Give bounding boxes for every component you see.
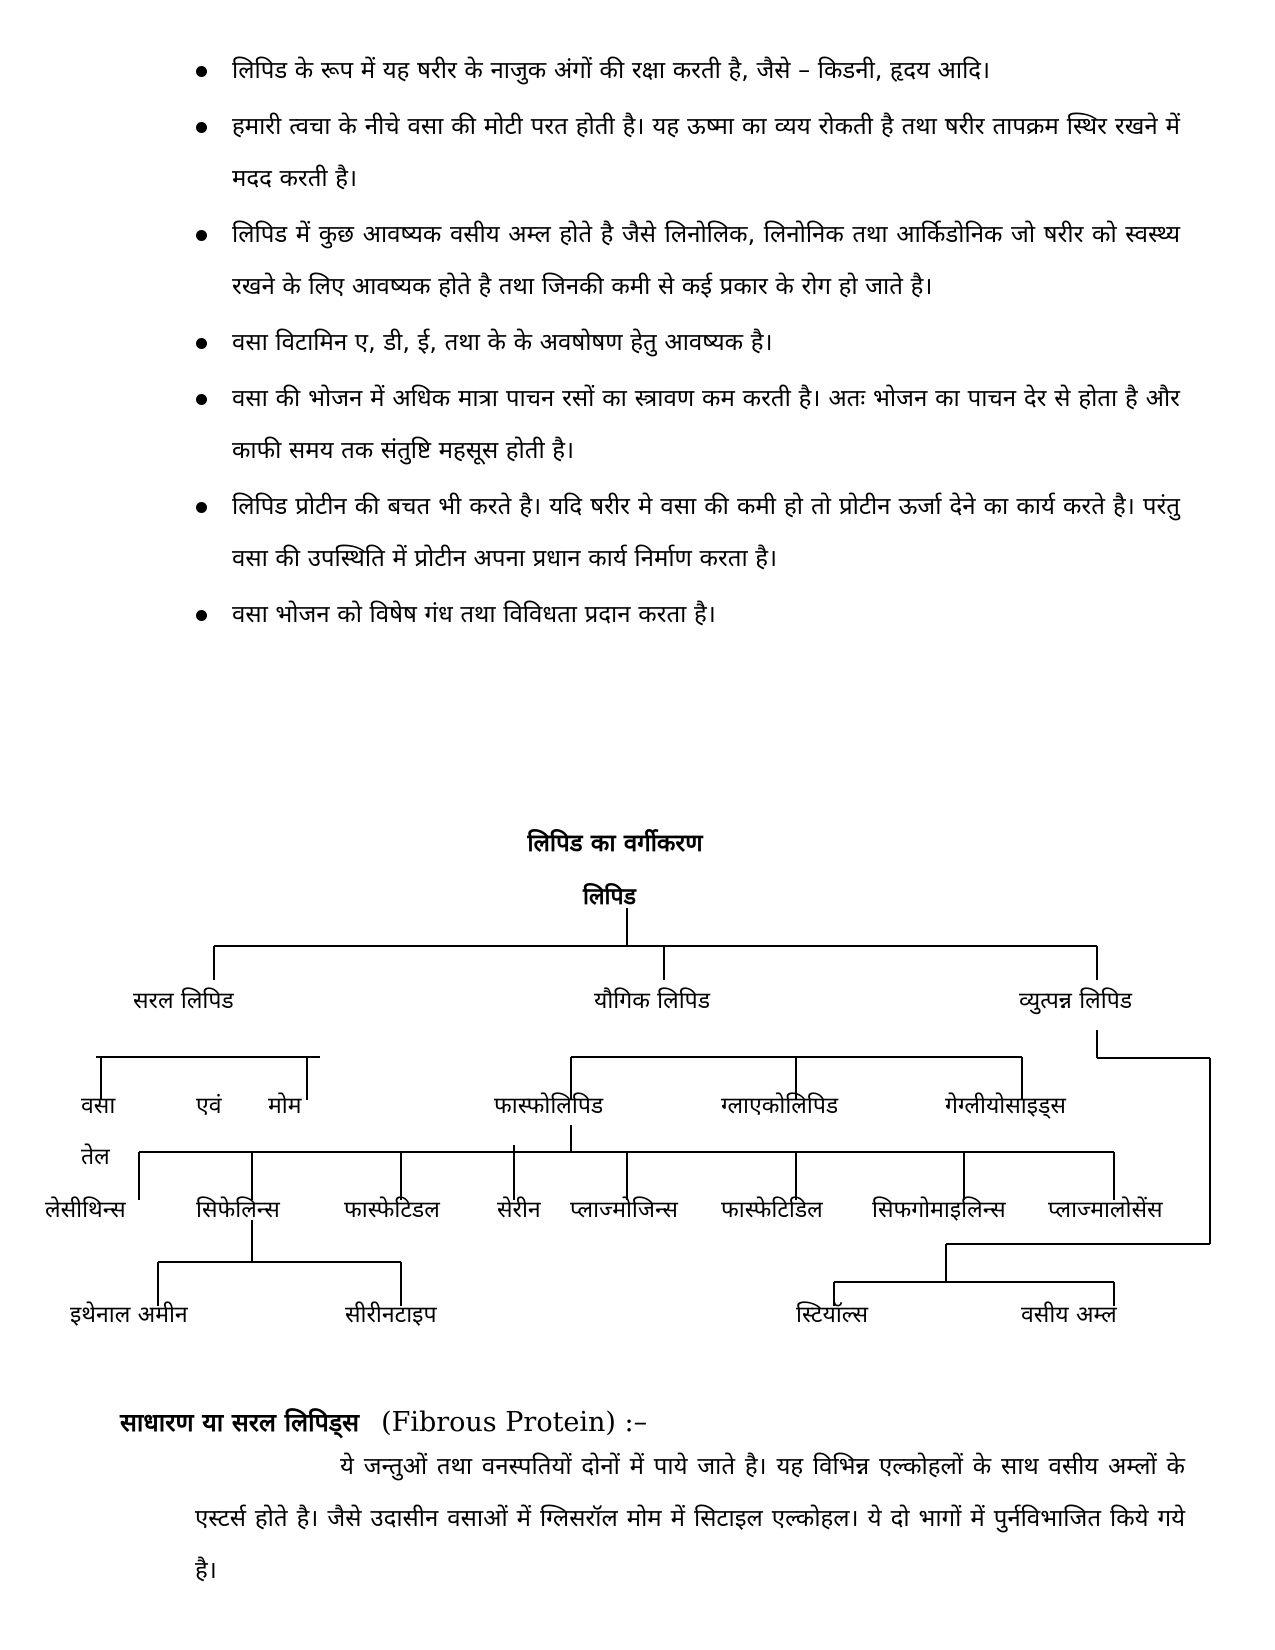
node-glycolipid: ग्लाएकोलिपिड	[721, 1093, 839, 1119]
bullet-text: वसा भोजन को विषेष गंध तथा विविधता प्रदान करता है।	[232, 600, 716, 628]
node-serinetype: सीरीनटाइप	[345, 1302, 437, 1328]
node-plasmogens: प्लाज्मोजिन्स	[570, 1197, 678, 1223]
section-heading-english: (Fibrous Protein) :–	[381, 1407, 648, 1438]
node-wax: मोम	[268, 1093, 302, 1119]
node-ethanolamine: इथेनाल अमीन	[70, 1302, 188, 1328]
section-heading-hindi: साधारण या सरल लिपिड्स	[120, 1408, 360, 1437]
node-phospholipid: फास्फोलिपिड	[494, 1093, 604, 1119]
bullet-text: वसा की भोजन में अधिक मात्रा पाचन रसों का स्त्रावण कम करती है। अतः भोजन का पाचन देर से होता है और काफी समय तक संतुष्टि महसूस होती है।	[232, 384, 1180, 464]
bullet-text: लिपिड प्रोटीन की बचत भी करते है। यदि षरीर मे वसा की कमी हो तो प्रोटीन ऊर्जा देने का कार्य करते है। परंतु वसा की उपस्थिति में प्रोटीन अपना प्रधान कार्य निर्माण करता है।	[232, 492, 1180, 572]
node-fat: वसा	[81, 1093, 116, 1119]
bullet-text: लिपिड में कुछ आवष्यक वसीय अम्ल होते है जैसे लिनोलिक, लिनोनिक तथा आर्किडोनिक जो षरीर को स्वस्थ्य रखने के लिए आवष्यक होते है तथा जिनकी कमी से कई प्रकार के रोग हो जाते है।	[232, 220, 1180, 300]
node-sphingomyelins: सिफगोमाइलिन्स	[872, 1197, 1006, 1223]
node-cephalins: सिफेलिन्स	[196, 1197, 280, 1223]
section-paragraph: ये जन्तुओं तथा वनस्पतियों दोनों में पाये जाते है। यह विभिन्न एल्कोहलों के साथ वसीय अम्लों के एस्टर्स होते है। जैसे उदासीन वसाओं में ग्लिसरॉल मोम में सिटाइल एल्कोहल। ये दो भागों में पुर्नविभाजित किये गये है।	[195, 1452, 1185, 1584]
node-compound-lipid: यौगिक लिपिड	[594, 988, 711, 1014]
node-and: एवं	[196, 1093, 222, 1119]
node-oil: तेल	[81, 1144, 110, 1170]
node-plasmalogens: प्लाज्मालोसेंस	[1048, 1197, 1163, 1223]
section-heading	[120, 1405, 647, 1439]
bullet-text: हमारी त्वचा के नीचे वसा की मोटी परत होती है। यह ऊष्मा का व्यय रोकती है तथा षरीर तापक्रम स्थिर रखने में मदद करती है।	[232, 112, 1180, 192]
node-phosphatidyl2: फास्फेटिडिल	[721, 1197, 823, 1223]
classification-title: लिपिड का वर्गीकरण	[527, 829, 703, 857]
bullet-text: वसा विटामिन ए, डी, ई, तथा के के अवषोषण हेतु आवष्यक है।	[232, 328, 773, 356]
node-sterols: स्टियॉल्स	[796, 1302, 868, 1328]
node-fatty-acids: वसीय अम्ल	[1021, 1302, 1117, 1328]
node-gangliosides: गेग्लीयोसाइड्स	[945, 1093, 1066, 1119]
node-phosphatidyl: फास्फेटिडल	[344, 1197, 440, 1223]
node-simple-lipid: सरल लिपिड	[133, 988, 234, 1014]
node-lecithins: लेसीथिन्स	[45, 1197, 126, 1223]
node-root: लिपिड	[583, 884, 636, 910]
bullet-text: लिपिड के रूप में यह षरीर के नाजुक अंगों की रक्षा करती है, जैसे – किडनी, हृदय आदि।	[232, 56, 991, 84]
node-serine: सेरीन	[497, 1197, 541, 1223]
node-derived-lipid: व्युत्पन्न लिपिड	[1019, 988, 1133, 1014]
